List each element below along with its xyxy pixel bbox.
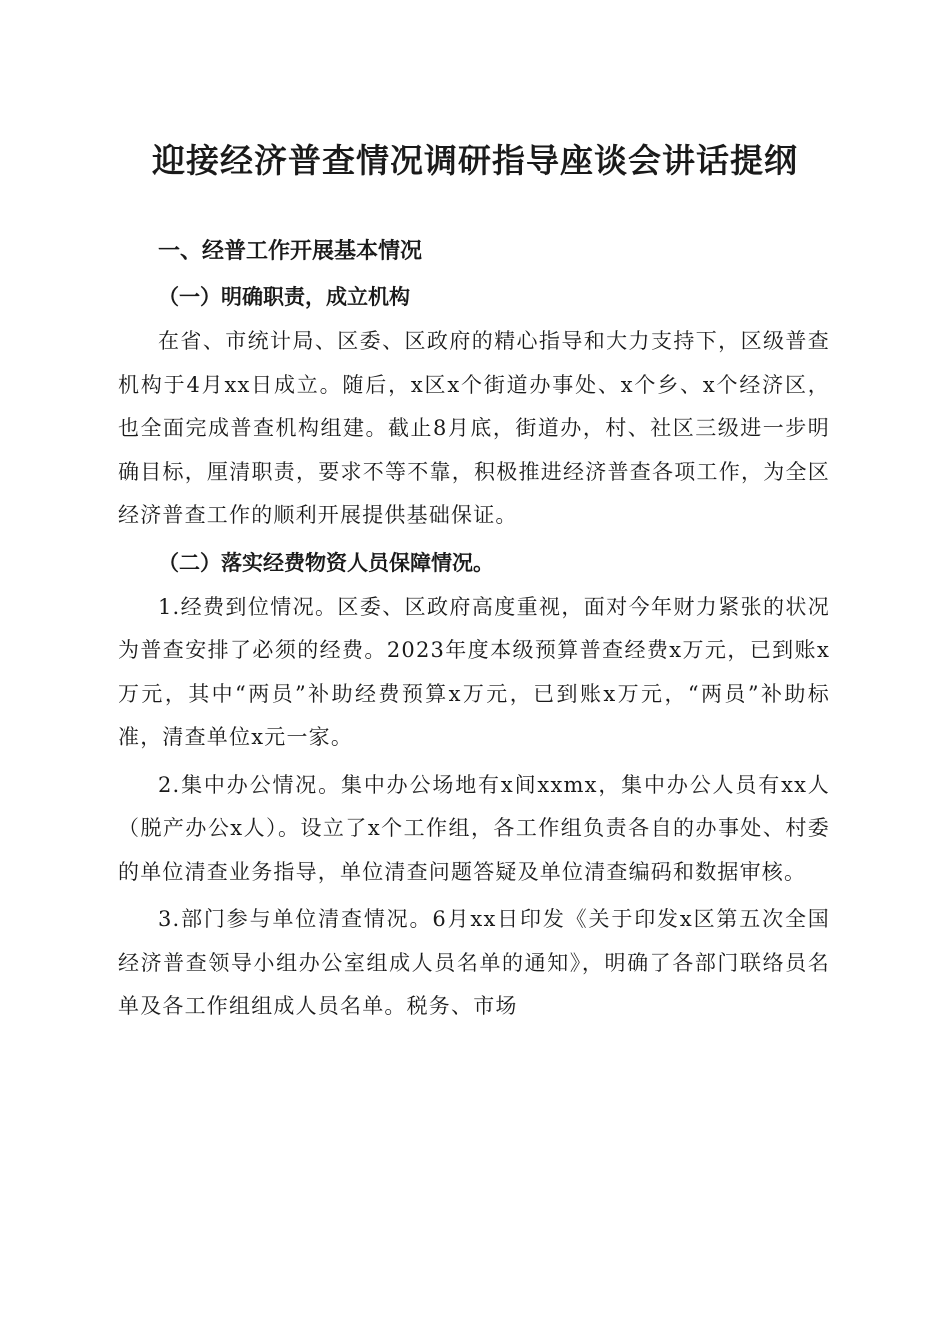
- paragraph-office: 2.集中办公情况。集中办公场地有x间xxmx，集中办公人员有xx人（脱产办公x人）。设立了x个工作组，各工作组负责各自的办事处、村委的单位清查业务指导，单位清查问题答疑及单位清查编码和数据审核。: [118, 772, 830, 884]
- paragraph-organization: 在省、市统计局、区委、区政府的精心指导和大力支持下，区级普查机构于4月xx日成立。随后，x区x个街道办事处、x个乡、x个经济区，也全面完成普查机构组建。截止8月底，街道办，村、社区三级进一步明确目标，厘清职责，要求不等不靠，积极推进经济普查各项工作，为全区经济普查工作的顺利开展提供基础保证。: [118, 329, 830, 527]
- subsection-heading-1: （一）明确职责，成立机构: [158, 285, 410, 309]
- paragraph-departments: 3.部门参与单位清查情况。6月xx日印发《关于印发x区第五次全国经济普查领导小组办公室组成人员名单的通知》，明确了各部门联络员名单及各工作组组成人员名单。税务、市场: [118, 907, 830, 1018]
- document-title: 迎接经济普查情况调研指导座谈会讲话提纲: [152, 141, 798, 180]
- subsection-heading-2: （二）落实经费物资人员保障情况。: [158, 550, 494, 575]
- document-body: [118, 230, 830, 1029]
- paragraph-funding: 1.经费到位情况。区委、区政府高度重视，面对今年财力紧张的状况为普查安排了必须的经费。2023年度本级预算普查经费x万元，已到账x万元，其中“两员”补助经费预算x万元，已到账x万元，“两员”补助标准，清查单位x元一家。: [118, 594, 830, 749]
- section-heading-1: 一、经普工作开展基本情况: [158, 239, 423, 264]
